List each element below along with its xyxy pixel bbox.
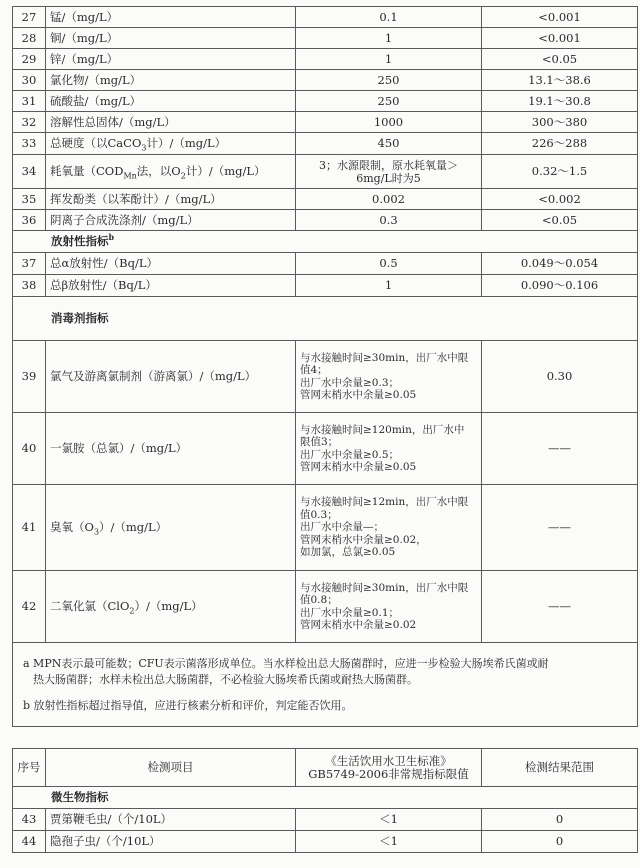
table-notes: [13, 643, 638, 727]
row-item: 隐孢子虫/（个/10L）: [46, 831, 296, 853]
row-number: 37: [13, 253, 46, 275]
header-item: 检测项目: [46, 749, 296, 787]
table-row: [13, 112, 638, 133]
water-quality-table-continued: [12, 6, 638, 727]
row-limit: 1: [296, 49, 482, 70]
row-limit: 0.1: [296, 7, 482, 28]
row-result: ——: [482, 413, 638, 485]
notes-row: [13, 643, 638, 727]
section-row: [13, 297, 638, 341]
table-row: [13, 7, 638, 28]
row-item: 氯化物/（mg/L）: [46, 70, 296, 91]
row-result: 0: [482, 809, 638, 831]
header-number: 序号: [13, 749, 46, 787]
row-item: 硫酸盐/（mg/L）: [46, 91, 296, 112]
row-limit: 250: [296, 91, 482, 112]
row-limit: 与水接触时间≥30min，出厂水中限 值4； 出厂水中余量≥0.3； 管网末梢水中余量≥0.05: [296, 341, 482, 413]
note-a-line2: 热大肠菌群；水样未检出总大肠菌群，不必检验大肠埃希氏菌或耐热大肠菌群。: [33, 672, 418, 686]
row-limit: 0.002: [296, 189, 482, 210]
section-row: [13, 231, 638, 253]
row-item: 铜/（mg/L）: [46, 28, 296, 49]
row-result: <0.002: [482, 189, 638, 210]
row-number: 30: [13, 70, 46, 91]
row-number: 33: [13, 133, 46, 155]
row-item: 锰/（mg/L）: [46, 7, 296, 28]
table-row: [13, 571, 638, 643]
table-row: [13, 413, 638, 485]
section-title-disinfectant: 消毒剂指标: [13, 297, 638, 341]
row-number: 38: [13, 275, 46, 297]
row-limit: 450: [296, 133, 482, 155]
row-result: 0.090～0.106: [482, 275, 638, 297]
row-number: 32: [13, 112, 46, 133]
row-result: 0.30: [482, 341, 638, 413]
table-row: [13, 253, 638, 275]
row-result: ——: [482, 485, 638, 571]
table-row: [13, 133, 638, 155]
row-result: 13.1～38.6: [482, 70, 638, 91]
water-quality-table-nonroutine: [12, 748, 638, 853]
header-result: 检测结果范围: [482, 749, 638, 787]
row-item: 阴离子合成洗涤剂/（mg/L）: [46, 210, 296, 231]
row-limit: 与水接触时间≥30min，出厂水中限 值0.8； 出厂水中余量≥0.1； 管网末梢水中余量≥0.02: [296, 571, 482, 643]
row-limit: 与水接触时间≥12min，出厂水中限 值0.3； 出厂水中余量—； 管网末梢水中余量≥0.02， 如加氯，总氯≥0.05: [296, 485, 482, 571]
table-row: [13, 70, 638, 91]
table-row: [13, 809, 638, 831]
row-item: 总β放射性/（Bq/L）: [46, 275, 296, 297]
note-b: b 放射性指标超过指导值，应进行核素分析和评价，判定能否饮用。: [23, 698, 353, 712]
row-number: 44: [13, 831, 46, 853]
row-result: <0.05: [482, 49, 638, 70]
row-limit: 1: [296, 275, 482, 297]
table-row: [13, 49, 638, 70]
row-item: 二氧化氯（ClO$_2$）/（mg/L）: [46, 571, 296, 643]
row-item: 总α放射性/（Bq/L）: [46, 253, 296, 275]
table-row: [13, 831, 638, 853]
row-result: 0.049～0.054: [482, 253, 638, 275]
row-item: 一氯胺（总氯）/（mg/L）: [46, 413, 296, 485]
row-number: 40: [13, 413, 46, 485]
row-number: 35: [13, 189, 46, 210]
row-item: 锌/（mg/L）: [46, 49, 296, 70]
row-number: 31: [13, 91, 46, 112]
table-row: [13, 91, 638, 112]
row-item: 溶解性总固体/（mg/L）: [46, 112, 296, 133]
row-number: 43: [13, 809, 46, 831]
row-limit: 250: [296, 70, 482, 91]
section-row: [13, 787, 638, 809]
row-result: 19.1～30.8: [482, 91, 638, 112]
row-result: ——: [482, 571, 638, 643]
row-number: 36: [13, 210, 46, 231]
row-limit: 0.3: [296, 210, 482, 231]
table-row: [13, 210, 638, 231]
table-header-row: [13, 749, 638, 787]
row-number: 27: [13, 7, 46, 28]
section-title-radioactivity: 放射性指标$^b$: [13, 231, 638, 253]
row-item: 挥发酚类（以苯酚计）/（mg/L）: [46, 189, 296, 210]
row-number: 29: [13, 49, 46, 70]
row-number: 34: [13, 155, 46, 189]
row-limit: 1: [296, 28, 482, 49]
row-number: 41: [13, 485, 46, 571]
row-result: 226～288: [482, 133, 638, 155]
row-item: 氯气及游离氯制剂（游离氯）/（mg/L）: [46, 341, 296, 413]
table-row: [13, 485, 638, 571]
row-limit: 0.5: [296, 253, 482, 275]
row-result: <0.001: [482, 28, 638, 49]
row-result: 0.32～1.5: [482, 155, 638, 189]
row-limit: 3；水源限制，原水耗氧量＞6mg/L时为5: [296, 155, 482, 189]
row-result: 300～380: [482, 112, 638, 133]
row-result: <0.05: [482, 210, 638, 231]
row-result: <0.001: [482, 7, 638, 28]
row-limit: 与水接触时间≥120min，出厂水中 限值3； 出厂水中余量≥0.5； 管网末梢水中余量≥0.05: [296, 413, 482, 485]
header-limit: 《生活饮用水卫生标准》 GB5749-2006非常规指标限值: [296, 749, 482, 787]
row-limit: 1000: [296, 112, 482, 133]
table-row: [13, 341, 638, 413]
row-number: 39: [13, 341, 46, 413]
row-limit: ＜1: [296, 809, 482, 831]
table-row: [13, 275, 638, 297]
row-item: 耗氧量（$COD_{Mn}$法，以$O_2$计）/（mg/L）: [46, 155, 296, 189]
row-result: 0: [482, 831, 638, 853]
row-number: 42: [13, 571, 46, 643]
row-item: 贾第鞭毛虫/（个/10L）: [46, 809, 296, 831]
row-item: 臭氧$(O_3)/(mg/L)$: [46, 485, 296, 571]
row-item: 总硬度（以CaCO$_3$计）/（mg/L）: [46, 133, 296, 155]
row-limit: ＜1: [296, 831, 482, 853]
table-row: [13, 155, 638, 189]
table-row: [13, 189, 638, 210]
table-row: [13, 28, 638, 49]
section-title-microbiology: 微生物指标: [13, 787, 638, 809]
note-a-line1: a MPN表示最可能数；CFU表示菌落形成单位。当水样检出总大肠菌群时，应进一步检验大肠埃希氏菌或耐: [23, 656, 549, 670]
row-number: 28: [13, 28, 46, 49]
